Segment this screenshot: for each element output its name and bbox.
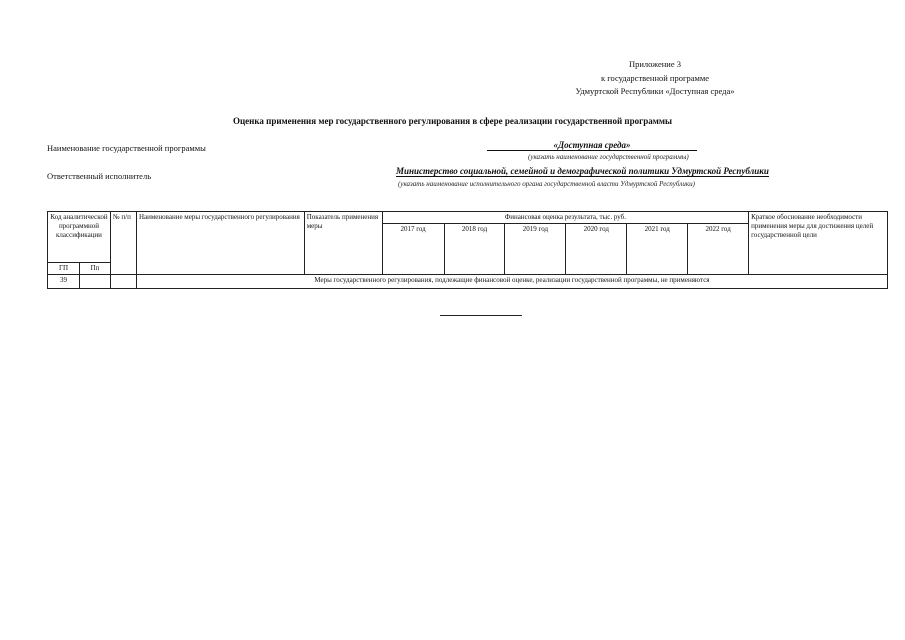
- header-measure: Наименование меры государственного регулирования: [136, 212, 304, 275]
- header-year-2021: 2021 год: [627, 224, 688, 275]
- program-value: «Доступная среда»: [487, 140, 697, 151]
- program-label: Наименование государственной программы: [47, 143, 206, 153]
- header-year-2019: 2019 год: [505, 224, 566, 275]
- header-reason: Краткое обоснование необходимости применения меры для достижения целей государственной цели: [749, 212, 888, 275]
- executor-value: Министерство социальной, семейной и демографической политики Удмуртской Республики: [396, 166, 769, 176]
- header-finance: Финансовая оценка результата, тыс. руб.: [382, 212, 748, 224]
- header-code: Код аналитической программной классификации: [48, 212, 111, 263]
- row-pp-code: [79, 275, 110, 289]
- appendix-line-2: к государственной программе: [600, 72, 710, 83]
- row-note: Меры государственного регулирования, подлежащие финансовой оценке, реализации государственной программы, не применяются: [136, 275, 887, 289]
- executor-label: Ответственный исполнитель: [47, 171, 152, 181]
- row-number: [110, 275, 136, 289]
- appendix-line-3: Удмуртской Республики «Доступная среда»: [575, 86, 735, 96]
- header-year-2020: 2020 год: [566, 224, 627, 275]
- document-title: Оценка применения мер государственного регулирования в сфере реализации государственной программы: [232, 116, 672, 126]
- header-year-2018: 2018 год: [444, 224, 505, 275]
- header-pp: Пп: [79, 263, 110, 275]
- appendix-line-1: Приложение 3: [629, 59, 681, 69]
- header-gp: ГП: [48, 263, 80, 275]
- program-hint: (указать наименование государственной программы): [528, 153, 689, 161]
- header-indicator: Показатель применения меры: [304, 212, 382, 275]
- appendix-header: [555, 58, 755, 99]
- executor-hint: (указать наименование исполнительного органа государственной власти Удмуртской Республики): [398, 180, 695, 188]
- end-divider: [440, 315, 522, 316]
- header-number: № п/п: [110, 212, 136, 275]
- header-year-2017: 2017 год: [382, 224, 444, 275]
- row-gp-code: 39: [48, 275, 80, 289]
- regulation-table: [47, 211, 888, 289]
- header-year-2022: 2022 год: [688, 224, 749, 275]
